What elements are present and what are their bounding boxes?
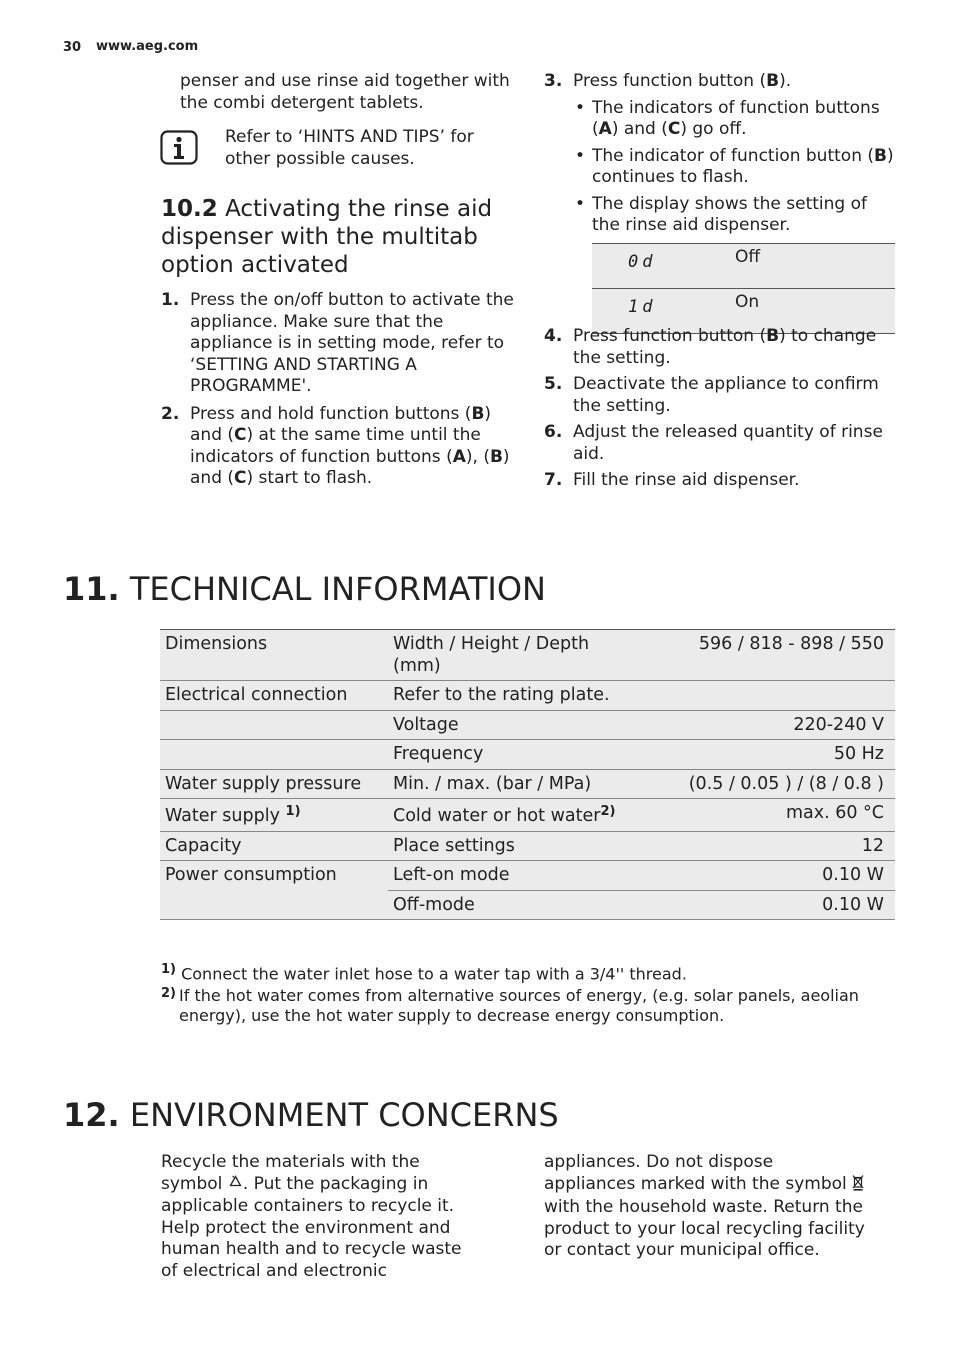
environment-text-col2: appliances. Do not dispose appliances marked with the symbol with the household waste. Return the product to your local recycling facility or contact your municipal office.	[544, 1152, 865, 1260]
crossed-bin-icon	[852, 1174, 864, 1198]
display-value: 0d	[592, 244, 729, 289]
display-label: On	[729, 289, 895, 334]
step-text: Press function button (B).	[573, 71, 792, 91]
section-title-text: Activating the rinse aid dispenser with the multitab option activated	[161, 196, 493, 278]
section-11-title	[63, 570, 546, 608]
table-row	[160, 740, 895, 770]
row-label: Power consumption	[160, 861, 388, 920]
page-number: 30	[63, 40, 82, 55]
section-12-title	[63, 1096, 559, 1134]
row-label: Capacity	[160, 831, 388, 861]
step-number: 2.	[161, 403, 180, 424]
footnote-2: 2) If the hot water comes from alternative sources of energy, (e.g. solar panels, aeolian energy), use the hot water supply to decrease energy consumption.	[161, 986, 859, 1025]
table-row	[160, 710, 895, 740]
step-text: Press function button (B) to change the setting.	[573, 326, 877, 368]
list-item: 6. Adjust the released quantity of rinse aid.	[544, 422, 883, 464]
row-label: Water supply pressure	[160, 769, 388, 799]
step-text: Press and hold function buttons (B) and (C) at the same time until the indicators of function buttons (A), (B) and (C) start to flash.	[190, 403, 510, 488]
site-url: www.aeg.com	[96, 39, 199, 54]
row-value: 0.10 W	[638, 861, 895, 891]
footnote-1: $^{1)}$ Connect the water inlet hose to a water tap with a 3/4'' thread.	[161, 962, 687, 984]
steps-list-left	[161, 290, 516, 495]
table-row	[160, 861, 895, 891]
row-value: 50 Hz	[638, 740, 895, 770]
list-item: • The indicator of function button (B) continues to flash.	[573, 146, 899, 189]
row-value: 596 / 818 - 898 / 550	[638, 630, 895, 681]
environment-text-col1: Recycle the materials with the symbol . Put the packaging in applicable containers to recycle it. Help protect the environment and human health and to recycle waste of electrical and electronic	[161, 1152, 462, 1281]
continued-text: penser and use rinse aid together with the combi detergent tablets.	[180, 71, 510, 113]
list-item: 7. Fill the rinse aid dispenser.	[544, 470, 800, 490]
table-row	[160, 831, 895, 861]
row-value: 12	[638, 831, 895, 861]
list-item	[544, 71, 899, 93]
section-number: 12.	[63, 1096, 120, 1134]
row-desc: Voltage	[388, 710, 638, 740]
section-number: 11.	[63, 570, 120, 608]
list-item: • The indicators of function buttons (A) and (C) go off.	[573, 98, 899, 141]
step-text: Press the on/off button to activate the appliance. Make sure that the appliance is in setting mode, refer to ‘SETTING AND STARTING A PROGRAMME'.	[190, 290, 514, 396]
display-value: 1d	[592, 289, 729, 334]
row-value: 220-240 V	[638, 710, 895, 740]
section-title-text: ENVIRONMENT CONCERNS	[129, 1096, 559, 1134]
table-row	[160, 799, 895, 832]
list-item	[161, 290, 516, 398]
row-value: 0.10 W	[638, 890, 895, 920]
table-row	[592, 244, 895, 289]
row-value: (0.5 / 0.05 ) / (8 / 0.8 )	[638, 769, 895, 799]
section-title-text: TECHNICAL INFORMATION	[129, 570, 546, 608]
row-desc: Min. / max. (bar / MPa)	[388, 769, 638, 799]
row-desc: Refer to the rating plate.	[388, 681, 895, 711]
row-label: Water supply $^{1)}$	[160, 799, 388, 832]
step-number: 3.	[544, 71, 563, 91]
info-note: Refer to ‘HINTS AND TIPS’ for other possible causes.	[225, 127, 474, 169]
row-desc: Cold water or hot water$^{2)}$	[388, 799, 638, 832]
row-desc: Width / Height / Depth (mm)	[388, 630, 638, 681]
row-label: Electrical connection	[160, 681, 388, 711]
list-item: 4. Press function button (B) to change the setting.	[544, 326, 877, 368]
table-row	[160, 630, 895, 681]
right-column	[544, 71, 899, 242]
info-icon	[160, 130, 198, 165]
technical-table	[160, 629, 895, 920]
step-number: 1.	[161, 290, 180, 310]
row-desc: Left-on mode	[388, 861, 638, 891]
table-row	[160, 769, 895, 799]
list-item: 5. Deactivate the appliance to confirm the setting.	[544, 374, 879, 416]
display-label: Off	[729, 244, 895, 289]
table-row	[160, 681, 895, 711]
row-desc: Place settings	[388, 831, 638, 861]
section-10-2-title	[161, 195, 521, 279]
row-desc: Off-mode	[388, 890, 638, 920]
recycle-icon	[228, 1175, 243, 1197]
row-desc: Frequency	[388, 740, 638, 770]
row-label: Dimensions	[160, 630, 388, 681]
steps-list-right	[544, 326, 899, 497]
display-setting-table	[592, 243, 895, 334]
list-item: • The display shows the setting of the rinse aid dispenser.	[573, 194, 899, 237]
row-value: max. 60 °C	[638, 799, 895, 832]
list-item	[161, 404, 516, 490]
section-number: 10.2	[161, 196, 218, 222]
